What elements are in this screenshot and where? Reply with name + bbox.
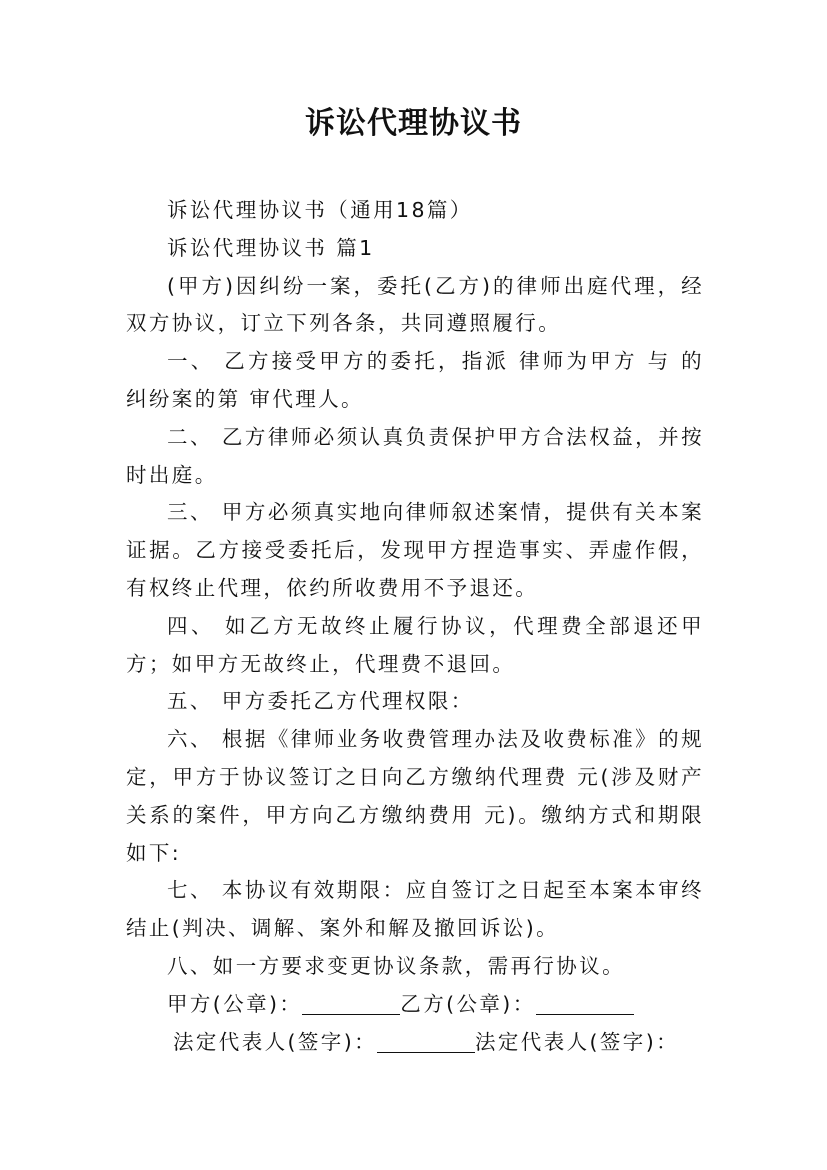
paragraph-clause-2: 二、 乙方律师必须认真负责保护甲方合法权益，并按时出庭。 <box>126 424 704 487</box>
paragraph-clause-8: 八、如一方要求变更协议条款，需再行协议。 <box>167 953 625 978</box>
paragraph-clause-1: 一、 乙方接受甲方的委托，指派 律师为甲方 与 的纠纷案的第 审代理人。 <box>126 349 704 411</box>
rep-b-label: 法定代表人(签字)： <box>475 1029 679 1054</box>
paragraph-clause-4: 四、 如乙方无故终止履行协议，代理费全部退还甲方；如甲方无故终止，代理费不退回。 <box>126 613 704 676</box>
party-a-seal-blank <box>302 990 400 1015</box>
party-b-seal-label: 乙方(公章)： <box>400 991 536 1016</box>
paragraph-clause-3: 三、 甲方必须真实地向律师叙述案情，提供有关本案证据。乙方接受委托后，发现甲方捏造事实、弄虚作假，有权终止代理，依约所收费用不予退还。 <box>126 500 704 600</box>
paragraph-clause-5: 五、 甲方委托乙方代理权限： <box>167 689 474 714</box>
document-title: 诉讼代理协议书 <box>305 106 522 141</box>
rep-a-blank <box>377 1028 475 1053</box>
document-body <box>126 192 704 1061</box>
paragraph-intro: (甲方)因纠纷一案，委托(乙方)的律师出庭代理，经双方协议，订立下列各条，共同遵照履行。 <box>126 273 704 336</box>
signature-line-representatives <box>126 1024 704 1062</box>
rep-a-label: 法定代表人(签字)： <box>173 1029 377 1054</box>
paragraph-clause-7: 七、 本协议有效期限：应自签订之日起至本案本审终结止(判决、调解、案外和解及撤回诉讼)。 <box>126 878 704 941</box>
party-b-seal-blank <box>536 990 634 1015</box>
paragraph-section-heading: 诉讼代理协议书 篇1 <box>167 235 375 260</box>
paragraph-clause-6: 六、 根据《律师业务收费管理办法及收费标准》的规定，甲方于协议签订之日向乙方缴纳代理费 元(涉及财产关系的案件，甲方向乙方缴纳费用 元)。缴纳方式和期限如下: <box>126 727 704 865</box>
signature-line-seals <box>126 986 704 1024</box>
paragraph-subtitle: 诉讼代理协议书（通用18篇） <box>167 198 473 222</box>
party-a-seal-label: 甲方(公章)： <box>167 991 303 1016</box>
